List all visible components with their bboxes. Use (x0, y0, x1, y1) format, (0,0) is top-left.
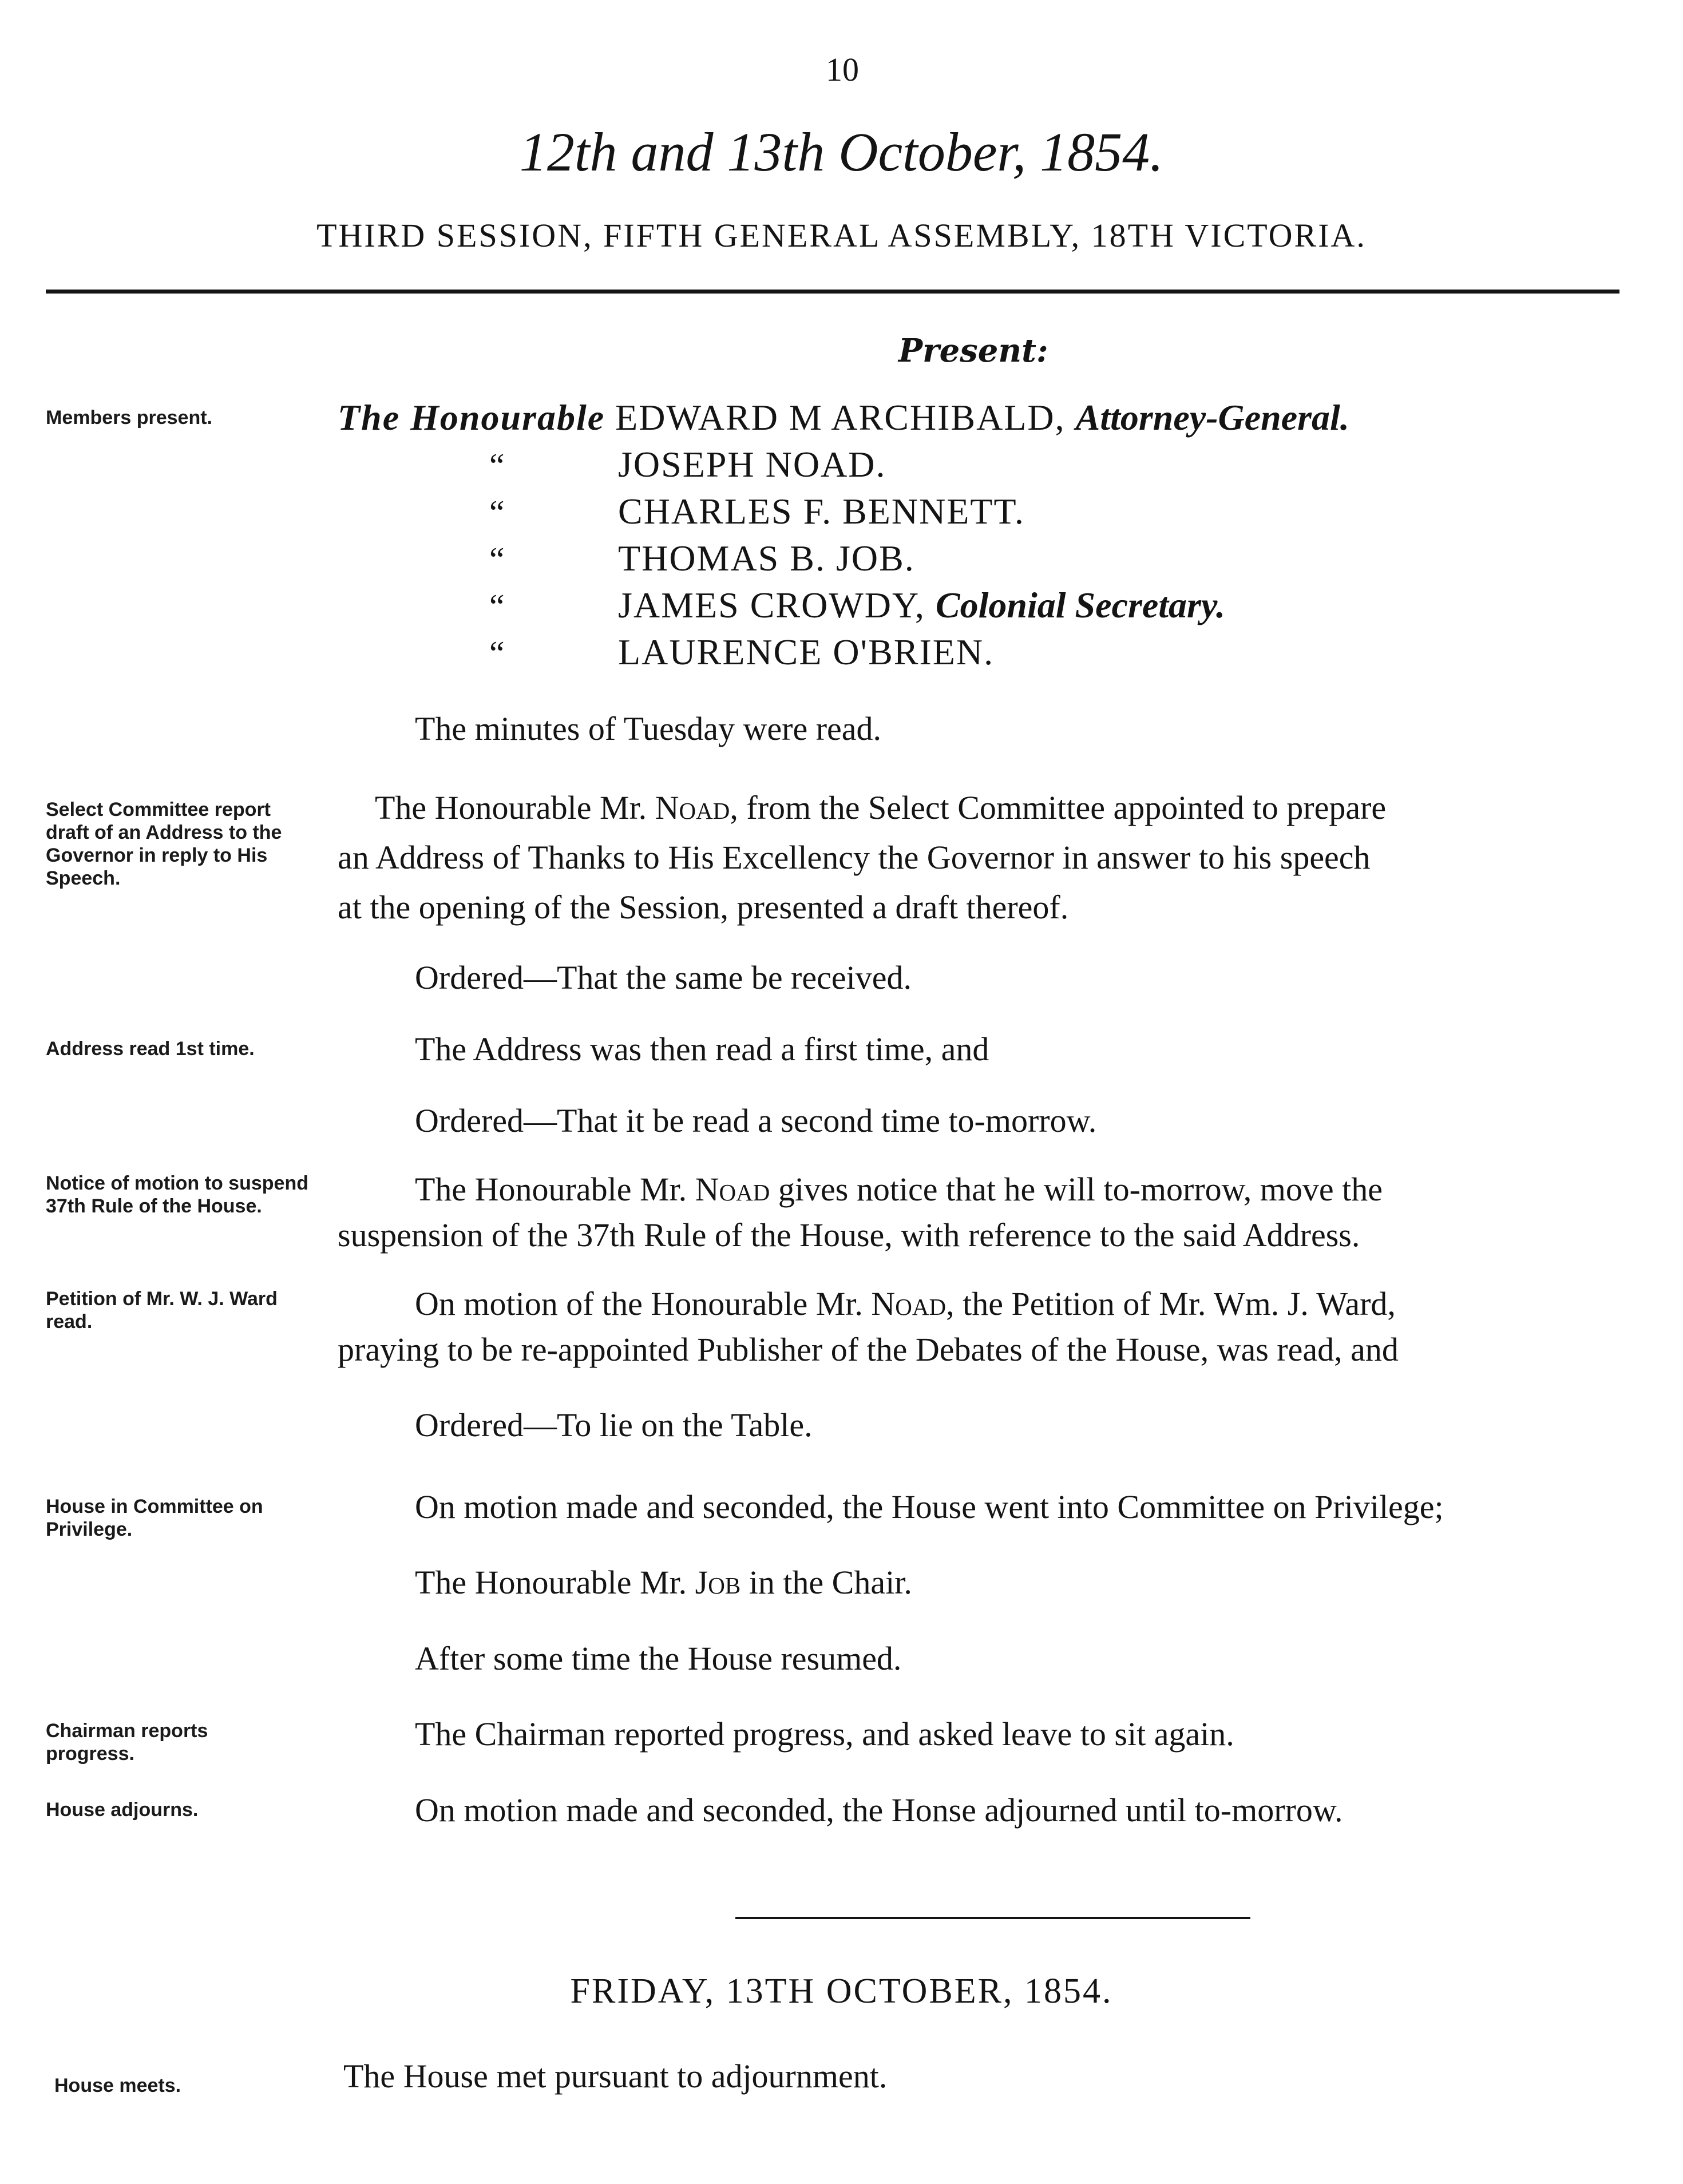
paragraph-line: On motion made and seconded, the House went into Committee on Privilege; (415, 1488, 1444, 1525)
member-surname: Job (695, 1564, 741, 1601)
ditto-mark: “ (489, 635, 505, 672)
member-surname: Noad (871, 1285, 947, 1322)
paragraph-line (415, 1164, 1383, 1215)
margin-note-notice-of-motion: Notice of motion to suspend 37th Rule of the House. (46, 1172, 308, 1217)
ordered-line: Ordered—That it be read a second time to-morrow. (415, 1102, 1097, 1139)
paragraph-line: The Chairman reported progress, and asked leave to sit again. (415, 1715, 1234, 1753)
ditto-mark: “ (489, 588, 505, 625)
margin-note-committee-privilege: House in Committee on Privilege. (46, 1496, 263, 1540)
member-name: JOSEPH NOAD. (618, 444, 886, 485)
member-name: EDWARD M ARCHIBALD, (615, 397, 1066, 438)
present-label: Present: (898, 332, 1048, 370)
member-name: CHARLES F. BENNETT. (618, 491, 1025, 532)
text-run: in the Chair. (740, 1564, 912, 1601)
margin-note-petition: Petition of Mr. W. J. Ward read. (46, 1288, 278, 1333)
member-role: Attorney-General. (1075, 397, 1349, 438)
member-surname: Noad (655, 789, 730, 826)
friday-heading: FRIDAY, 13TH OCTOBER, 1854. (570, 1972, 1113, 2011)
ditto-mark: “ (489, 494, 505, 532)
ordered-line: Ordered—To lie on the Table. (415, 1406, 813, 1444)
paragraph-line (375, 783, 1386, 833)
member-row (338, 397, 1349, 439)
member-name: LAURENCE O'BRIEN. (618, 632, 995, 672)
text-run: The Honourable Mr. (375, 789, 655, 826)
heading-rule (46, 290, 1619, 294)
member-row (618, 584, 1225, 627)
text-run: , from the Select Committee appointed to prepare (730, 789, 1387, 826)
member-surname: Noad (695, 1171, 770, 1208)
paragraph-line (415, 1557, 912, 1608)
text-run: , the Petition of Mr. Wm. J. Ward, (946, 1285, 1396, 1322)
paragraph-line: suspension of the 37th Rule of the House, with reference to the said Address. (338, 1216, 1360, 1254)
margin-note-house-meets: House meets. (54, 2075, 181, 2096)
member-name: THOMAS B. JOB. (618, 538, 915, 578)
text-run: On motion of the Honourable Mr. (415, 1285, 872, 1322)
section-rule (735, 1917, 1250, 1919)
paragraph-line (415, 1279, 1396, 1329)
date-heading: 12th and 13th October, 1854. (519, 121, 1164, 183)
text-run: The Honourable Mr. (415, 1564, 695, 1601)
ordered-line: Ordered—That the same be received. (415, 959, 912, 996)
paragraph-line: The Address was then read a first time, and (415, 1030, 989, 1068)
session-heading: THIRD SESSION, FIFTH GENERAL ASSEMBLY, 18TH VICTORIA. (316, 217, 1367, 254)
paragraph-line: an Address of Thanks to His Excellency the Governor in answer to his speech (338, 839, 1371, 876)
text-run: The Honourable Mr. (415, 1171, 695, 1208)
member-name: JAMES CROWDY, (618, 585, 925, 625)
margin-note-house-adjourns: House adjourns. (46, 1799, 199, 1821)
paragraph-line: at the opening of the Session, presented a draft thereof. (338, 889, 1069, 926)
paragraph-line: The House met pursuant to adjournment. (343, 2058, 888, 2095)
margin-note-address-read: Address read 1st time. (46, 1038, 255, 1060)
minutes-line: The minutes of Tuesday were read. (415, 710, 882, 747)
paragraph-line: On motion made and seconded, the Honse adjourned until to-morrow. (415, 1791, 1343, 1829)
ditto-mark: “ (489, 541, 505, 578)
honourable-prefix: The Honourable (338, 397, 605, 438)
member-role: Colonial Secretary. (935, 585, 1225, 625)
paragraph-line: praying to be re-appointed Publisher of the Debates of the House, was read, and (338, 1331, 1399, 1368)
margin-note-select-committee: Select Committee report draft of an Address to the Governor in reply to His Speech. (46, 799, 282, 889)
text-run: gives notice that he will to-morrow, move the (770, 1171, 1383, 1208)
ditto-mark: “ (489, 447, 505, 485)
paragraph-line: After some time the House resumed. (415, 1640, 902, 1677)
margin-note-chairman: Chairman reports progress. (46, 1720, 208, 1765)
margin-note-members-present: Members present. (46, 407, 212, 429)
page-number: 10 (826, 51, 859, 88)
